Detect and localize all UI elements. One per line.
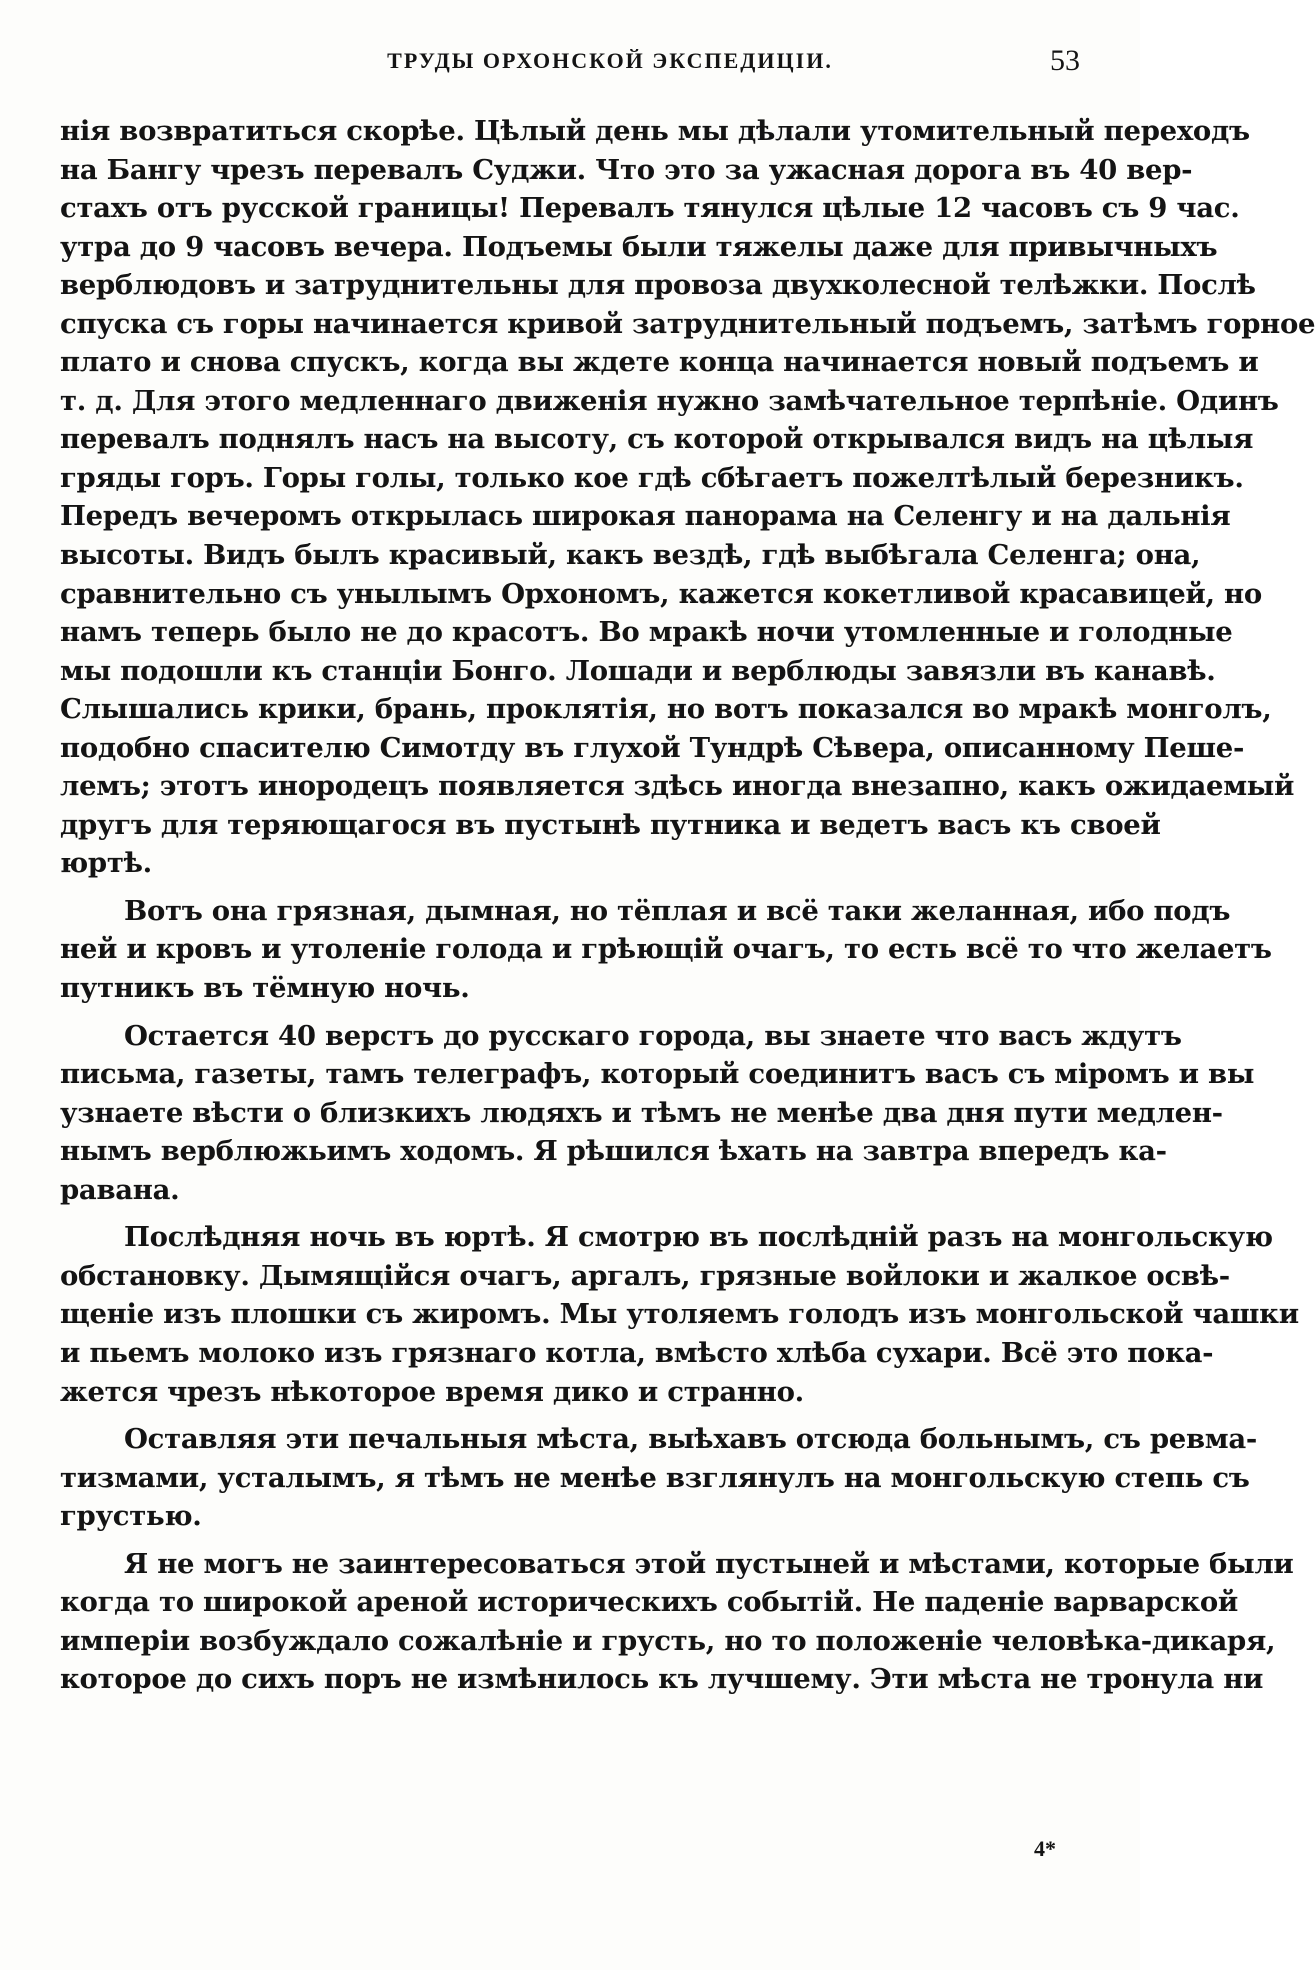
text-line: Оставляя эти печальныя мѣста, выѣхавъ отсюда больнымъ, съ ревма- [124,1423,1257,1456]
paragraph-5 [60,1420,1257,1536]
text-line: сравнительно съ унылымъ Орхономъ, кажется кокетливой красавицей, но [60,577,1262,610]
text-line: грустью. [60,1500,202,1533]
text-line: письма, газеты, тамъ телеграфъ, который соединитъ васъ съ міромъ и вы [60,1058,1255,1091]
text-line: Передъ вечеромъ открылась широкая панорама на Селенгу и на дальнія [60,500,1231,533]
text-line: намъ теперь было не до красотъ. Во мракѣ ночи утомленные и голодные [60,616,1233,649]
text-line: лемъ; этотъ инородецъ появляется здѣсь иногда внезапно, какъ ожидаемый [60,770,1295,803]
text-line: мы подошли къ станціи Бонго. Лошади и верблюды завязли въ канавѣ. [60,654,1216,687]
text-line: подобно спасителю Симотду въ глухой Тундрѣ Сѣвера, описанному Пеше- [60,731,1245,764]
paragraph-6 [60,1545,1294,1699]
text-line: на Бангу чрезъ перевалъ Суджи. Что это за ужасная дорога въ 40 вер- [60,153,1193,186]
text-line: юртѣ. [60,847,152,880]
text-line: гряды горъ. Горы голы, только кое гдѣ сбѣгаетъ пожелтѣлый березникъ. [60,461,1244,494]
text-line: имперіи возбуждало сожалѣніе и грусть, но то положеніе человѣка-дикаря, [60,1624,1276,1657]
text-line: путникъ въ тёмную ночь. [60,972,470,1005]
text-line: утра до 9 часовъ вечера. Подъемы были тяжелы даже для привычныхъ [60,230,1218,263]
text-line: нія возвратиться скорѣе. Цѣлый день мы дѣлали утомительный переходъ [60,115,1250,147]
text-line: ней и кровъ и утоленіе голода и грѣющій очагъ, то есть всё то что желаетъ [60,933,1272,966]
text-line: Остается 40 верстъ до русскаго города, вы знаете что васъ ждутъ [124,1019,1182,1052]
text-line: равана. [60,1173,180,1206]
text-line: когда то широкой ареной историческихъ событій. Не паденіе варварской [60,1586,1238,1619]
text-line: и пьемъ молоко изъ грязнаго котла, вмѣсто хлѣба сухари. Всё это пока- [60,1336,1214,1369]
text-line: перевалъ поднялъ насъ на высоту, съ которой открывался видъ на цѣлыя [60,423,1254,456]
text-line: которое до сихъ поръ не измѣнилось къ лучшему. Эти мѣста не тронула ни [60,1663,1264,1696]
page-number: 53 [1050,44,1080,77]
paragraph-2 [60,892,1272,1008]
text-line: узнаете вѣсти о близкихъ людяхъ и тѣмъ не менѣе два дня пути медлен- [60,1096,1223,1129]
signature-mark: 4* [1034,1836,1056,1861]
running-head [60,44,1080,88]
text-line: Я не могъ не заинтересоваться этой пустыней и мѣстами, которые были [124,1547,1294,1580]
text-line: щеніе изъ плошки съ жиромъ. Мы утоляемъ голодъ изъ монгольской чашки [60,1298,1299,1331]
text-line: стахъ отъ русской границы! Перевалъ тянулся цѣлые 12 часовъ съ 9 час. [60,192,1240,225]
running-title: ТРУДЫ ОРХОНСКОЙ ЭКСПЕДИЦІИ. [387,48,833,73]
paragraph-3 [60,1017,1255,1210]
text-line: плато и снова спускъ, когда вы ждете конца начинается новый подъемъ и [60,346,1259,379]
text-line: другъ для теряющагося въ пустынѣ путника и ведетъ васъ къ своей [60,808,1161,841]
text-line: высоты. Видъ былъ красивый, какъ вездѣ, гдѣ выбѣгала Селенга; она, [60,539,1201,572]
text-line: нымъ верблюжьимъ ходомъ. Я рѣшился ѣхать на завтра впередъ ка- [60,1135,1167,1168]
text-line: Вотъ она грязная, дымная, но тёплая и всё таки желанная, ибо подъ [124,894,1231,927]
text-line: Слышались крики, брань, проклятія, но вотъ показался во мракѣ монголъ, [60,693,1272,726]
text-line: тизмами, усталымъ, я тѣмъ не менѣе взглянулъ на монгольскую степь съ [60,1461,1250,1494]
paragraph-1 [60,112,1315,883]
body-text [60,112,1315,1708]
text-line: обстановку. Дымящійся очагъ, аргалъ, грязные войлоки и жалкое освѣ- [60,1259,1230,1292]
text-line: Послѣдняя ночь въ юртѣ. Я смотрю въ послѣдній разъ на монгольскую [124,1221,1273,1254]
text-line: верблюдовъ и затруднительны для провоза двухколесной телѣжки. Послѣ [60,269,1256,302]
text-line: жется чрезъ нѣкоторое время дико и странно. [60,1375,804,1408]
text-line: т. д. Для этого медленнаго движенія нужно замѣчательное терпѣніе. Одинъ [60,384,1279,417]
text-line: спуска съ горы начинается кривой затруднительный подъемъ, затѣмъ горное [60,307,1315,340]
paragraph-4 [60,1218,1299,1411]
